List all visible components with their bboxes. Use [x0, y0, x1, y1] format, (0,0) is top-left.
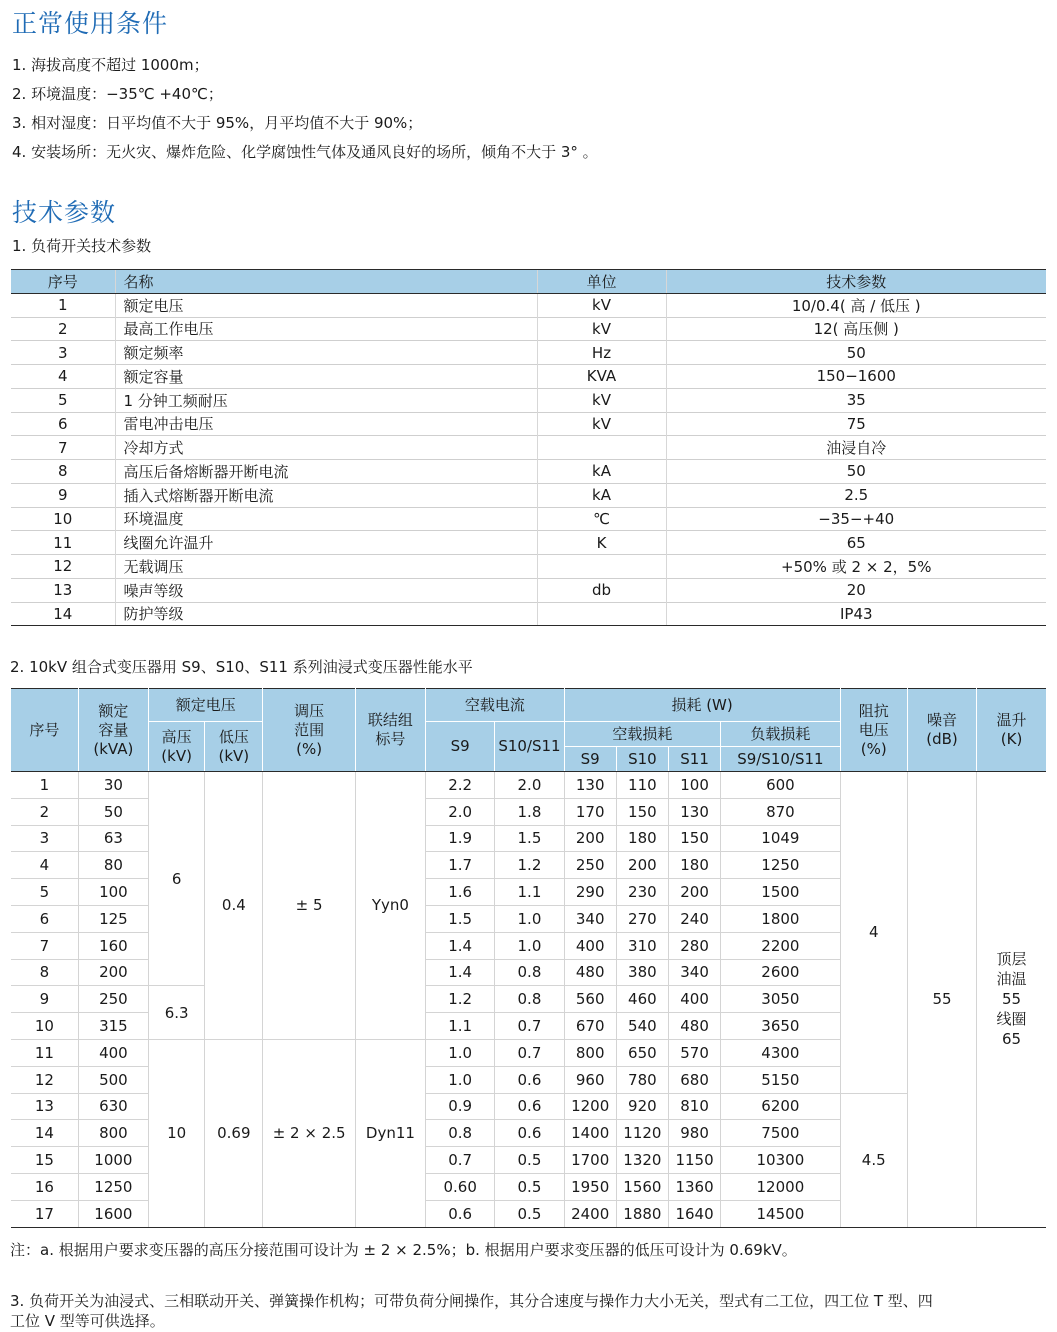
- row-loss-s11: 1640: [668, 1200, 720, 1227]
- row-value: −35−+40: [666, 507, 1046, 531]
- h-noload-loss: 空载损耗: [564, 722, 721, 747]
- row-loss-s10: 380: [616, 959, 668, 986]
- row-name: 雷电冲击电压: [115, 412, 537, 436]
- table-row: [11, 555, 1046, 579]
- header-name: 名称: [115, 270, 537, 294]
- row-loss-s9: 1700: [564, 1147, 616, 1174]
- row-load-loss: 1800: [721, 905, 840, 932]
- row-nl-s9: 2.0: [426, 798, 495, 825]
- row-nl-s9: 1.7: [426, 852, 495, 879]
- row-name: 1 分钟工频耐压: [115, 388, 537, 412]
- table-header-row: [11, 689, 1046, 722]
- row-nl-s9: 0.6: [426, 1200, 495, 1227]
- row-loss-s10: 110: [616, 772, 668, 799]
- row-nl-s10s11: 0.6: [495, 1093, 564, 1120]
- row-load-loss: 2200: [721, 932, 840, 959]
- row-unit: KVA: [537, 365, 666, 389]
- row-value: 油浸自冷: [666, 436, 1046, 460]
- row-seq: 7: [11, 436, 115, 460]
- row-seq: 13: [11, 578, 115, 602]
- h-loss-s10: S10: [616, 747, 668, 772]
- row-name: 线圈允许温升: [115, 531, 537, 555]
- row-load-loss: 2600: [721, 959, 840, 986]
- row-seq: 6: [11, 412, 115, 436]
- row-nl-s10s11: 1.8: [495, 798, 564, 825]
- row-nl-s9: 2.2: [426, 772, 495, 799]
- row-seq: 16: [11, 1173, 78, 1200]
- row-loss-s10: 180: [616, 825, 668, 852]
- h-impedance: 阻抗 电压 (%): [840, 689, 907, 772]
- h-rated-voltage: 额定电压: [149, 689, 263, 722]
- row-loss-s11: 280: [668, 932, 720, 959]
- row-seq: 2: [11, 317, 115, 341]
- row-nl-s10s11: 0.6: [495, 1066, 564, 1093]
- row-seq: 1: [11, 293, 115, 317]
- merged-hv-6: 6: [149, 772, 205, 986]
- row-seq: 8: [11, 959, 78, 986]
- table-row: [11, 507, 1046, 531]
- row-load-loss: 1250: [721, 852, 840, 879]
- row-unit: [537, 436, 666, 460]
- row-loss-s9: 200: [564, 825, 616, 852]
- row-seq: 6: [11, 905, 78, 932]
- row-seq: 12: [11, 1066, 78, 1093]
- row-capacity: 500: [78, 1066, 148, 1093]
- row-nl-s9: 1.6: [426, 879, 495, 906]
- row-unit: kV: [537, 412, 666, 436]
- row-loss-s11: 680: [668, 1066, 720, 1093]
- row-loss-s11: 400: [668, 986, 720, 1013]
- row-loss-s11: 180: [668, 852, 720, 879]
- merged-tap-5: ± 5: [263, 772, 355, 1040]
- row-loss-s9: 800: [564, 1039, 616, 1066]
- row-name: 最高工作电压: [115, 317, 537, 341]
- row-value: 12( 高压侧 ): [666, 317, 1046, 341]
- table-row: [11, 317, 1046, 341]
- row-nl-s10s11: 0.8: [495, 959, 564, 986]
- row-load-loss: 1500: [721, 879, 840, 906]
- temp-rise-line: 线圈: [996, 1010, 1027, 1029]
- table-row: [11, 341, 1046, 365]
- row-nl-s10s11: 1.0: [495, 905, 564, 932]
- row-value: 35: [666, 388, 1046, 412]
- header-seq: 序号: [11, 270, 115, 294]
- section-title-params: 技术参数: [12, 198, 117, 227]
- row-value: 50: [666, 460, 1046, 484]
- row-loss-s9: 480: [564, 959, 616, 986]
- row-loss-s11: 480: [668, 1013, 720, 1040]
- row-nl-s9: 0.9: [426, 1093, 495, 1120]
- temp-rise-line: 油温: [996, 970, 1027, 989]
- row-loss-s11: 130: [668, 798, 720, 825]
- row-nl-s9: 0.60: [426, 1173, 495, 1200]
- h-loss-s9: S9: [564, 747, 616, 772]
- row-value: 20: [666, 578, 1046, 602]
- temp-rise-line: 65: [1002, 1030, 1022, 1049]
- row-load-loss: 3650: [721, 1013, 840, 1040]
- table-row: [11, 365, 1046, 389]
- condition-item-1: 1. 海拔高度不超过 1000m；: [12, 56, 209, 74]
- row-name: 额定频率: [115, 341, 537, 365]
- row-loss-s9: 960: [564, 1066, 616, 1093]
- switch-params-table: [11, 269, 1046, 626]
- row-loss-s10: 150: [616, 798, 668, 825]
- row-seq: 9: [11, 986, 78, 1013]
- row-name: 额定电压: [115, 293, 537, 317]
- row-capacity: 315: [78, 1013, 148, 1040]
- row-capacity: 160: [78, 932, 148, 959]
- row-capacity: 200: [78, 959, 148, 986]
- row-seq: 1: [11, 772, 78, 799]
- row-unit: ℃: [537, 507, 666, 531]
- merged-hv-6.3: 6.3: [149, 986, 205, 1040]
- row-capacity: 400: [78, 1039, 148, 1066]
- h-low-voltage: 低压 (kV): [205, 722, 263, 772]
- row-loss-s10: 650: [616, 1039, 668, 1066]
- merged-hv-10: 10: [149, 1039, 205, 1227]
- row-seq: 3: [11, 341, 115, 365]
- row-seq: 2: [11, 798, 78, 825]
- row-value: 2.5: [666, 483, 1046, 507]
- row-nl-s9: 0.8: [426, 1120, 495, 1147]
- merged-impedance-4.5: 4.5: [840, 1093, 907, 1227]
- row-seq: 15: [11, 1147, 78, 1174]
- h-connection: 联结组 标号: [355, 689, 425, 772]
- row-load-loss: 12000: [721, 1173, 840, 1200]
- row-seq: 11: [11, 1039, 78, 1066]
- row-value: 65: [666, 531, 1046, 555]
- row-load-loss: 5150: [721, 1066, 840, 1093]
- row-name: 额定容量: [115, 365, 537, 389]
- merged-noise: 55: [907, 772, 976, 1228]
- row-nl-s10s11: 1.5: [495, 825, 564, 852]
- row-loss-s10: 1880: [616, 1200, 668, 1227]
- row-seq: 4: [11, 852, 78, 879]
- row-seq: 8: [11, 460, 115, 484]
- row-seq: 14: [11, 602, 115, 626]
- table-row: [11, 293, 1046, 317]
- row-loss-s10: 920: [616, 1093, 668, 1120]
- row-loss-s9: 400: [564, 932, 616, 959]
- row-loss-s11: 240: [668, 905, 720, 932]
- header-value: 技术参数: [666, 270, 1046, 294]
- table-row: [11, 483, 1046, 507]
- merged-temp-rise: [977, 772, 1046, 1228]
- row-loss-s11: 100: [668, 772, 720, 799]
- row-nl-s9: 1.4: [426, 959, 495, 986]
- row-nl-s10s11: 0.5: [495, 1200, 564, 1227]
- row-seq: 5: [11, 388, 115, 412]
- row-load-loss: 870: [721, 798, 840, 825]
- row-nl-s10s11: 2.0: [495, 772, 564, 799]
- subtitle-switch-params: 1. 负荷开关技术参数: [12, 237, 152, 255]
- item3-line1: 3. 负荷开关为油浸式、三相联动开关、弹簧操作机构；可带负荷分闸操作，其分合速度与操作力大小无关，型式有二工位，四工位 T 型、四: [10, 1292, 933, 1310]
- table-header-row: [11, 270, 1046, 294]
- row-loss-s9: 670: [564, 1013, 616, 1040]
- row-nl-s9: 1.4: [426, 932, 495, 959]
- row-nl-s10s11: 1.1: [495, 879, 564, 906]
- row-loss-s9: 340: [564, 905, 616, 932]
- merged-conn-yyn0: Yyn0: [355, 772, 425, 1040]
- row-seq: 10: [11, 1013, 78, 1040]
- condition-item-2: 2. 环境温度：−35℃ +40℃；: [12, 85, 223, 103]
- row-seq: 9: [11, 483, 115, 507]
- table-row: [11, 578, 1046, 602]
- row-loss-s10: 230: [616, 879, 668, 906]
- row-loss-s10: 200: [616, 852, 668, 879]
- table-row: [11, 436, 1046, 460]
- row-load-loss: 1049: [721, 825, 840, 852]
- row-loss-s11: 1150: [668, 1147, 720, 1174]
- row-capacity: 30: [78, 772, 148, 799]
- subtitle-transformer-perf: 2. 10kV 组合式变压器用 S9、S10、S11 系列油浸式变压器性能水平: [10, 658, 473, 676]
- row-capacity: 1600: [78, 1200, 148, 1227]
- row-name: 高压后备熔断器开断电流: [115, 460, 537, 484]
- row-loss-s10: 1320: [616, 1147, 668, 1174]
- table-note: 注：a. 根据用户要求变压器的高压分接范围可设计为 ± 2 × 2.5%；b. 根据用户要求变压器的低压可设计为 0.69kV。: [10, 1241, 797, 1259]
- row-loss-s11: 340: [668, 959, 720, 986]
- row-seq: 17: [11, 1200, 78, 1227]
- row-unit: kA: [537, 483, 666, 507]
- row-seq: 12: [11, 555, 115, 579]
- row-nl-s9: 0.7: [426, 1147, 495, 1174]
- row-unit: K: [537, 531, 666, 555]
- section-title-conditions: 正常使用条件: [12, 9, 169, 38]
- row-nl-s10s11: 0.5: [495, 1147, 564, 1174]
- h-load-loss: 负载损耗: [721, 722, 840, 747]
- merged-impedance-4: 4: [840, 772, 907, 1094]
- row-load-loss: 6200: [721, 1093, 840, 1120]
- row-capacity: 250: [78, 986, 148, 1013]
- row-loss-s10: 1120: [616, 1120, 668, 1147]
- h-capacity: 额定 容量 (kVA): [78, 689, 148, 772]
- h-loss-s11: S11: [668, 747, 720, 772]
- row-nl-s9: 1.0: [426, 1066, 495, 1093]
- row-loss-s9: 170: [564, 798, 616, 825]
- row-unit: Hz: [537, 341, 666, 365]
- row-name: 插入式熔断器开断电流: [115, 483, 537, 507]
- h-noise: 噪音 (dB): [907, 689, 976, 772]
- table-row: [11, 460, 1046, 484]
- row-load-loss: 7500: [721, 1120, 840, 1147]
- h-nl-s9: S9: [426, 722, 495, 772]
- row-loss-s9: 250: [564, 852, 616, 879]
- row-nl-s9: 1.5: [426, 905, 495, 932]
- row-unit: db: [537, 578, 666, 602]
- row-nl-s10s11: 0.7: [495, 1013, 564, 1040]
- row-value: 10/0.4( 高 / 低压 ): [666, 293, 1046, 317]
- row-value: +50% 或 2 × 2，5%: [666, 555, 1046, 579]
- item3-line2: 工位 V 型等可供选择。: [10, 1312, 165, 1330]
- row-name: 无载调压: [115, 555, 537, 579]
- row-loss-s10: 1560: [616, 1173, 668, 1200]
- table-row: [11, 772, 1046, 799]
- h-high-voltage: 高压 (kV): [149, 722, 205, 772]
- row-loss-s9: 560: [564, 986, 616, 1013]
- h-nl-s10s11: S10/S11: [495, 722, 564, 772]
- row-loss-s11: 200: [668, 879, 720, 906]
- row-seq: 5: [11, 879, 78, 906]
- row-nl-s10s11: 0.8: [495, 986, 564, 1013]
- row-loss-s11: 150: [668, 825, 720, 852]
- h-seq: 序号: [11, 689, 78, 772]
- temp-rise-line: 55: [1002, 990, 1022, 1009]
- row-capacity: 100: [78, 879, 148, 906]
- row-loss-s9: 2400: [564, 1200, 616, 1227]
- row-capacity: 630: [78, 1093, 148, 1120]
- condition-item-3: 3. 相对湿度：日平均值不大于 95%，月平均值不大于 90%；: [12, 114, 423, 132]
- row-name: 冷却方式: [115, 436, 537, 460]
- row-loss-s10: 310: [616, 932, 668, 959]
- row-nl-s9: 1.9: [426, 825, 495, 852]
- row-capacity: 1000: [78, 1147, 148, 1174]
- condition-item-4: 4. 安装场所：无火灾、爆炸危险、化学腐蚀性气体及通风良好的场所，倾角不大于 3° 。: [12, 143, 598, 161]
- row-loss-s10: 270: [616, 905, 668, 932]
- row-loss-s10: 540: [616, 1013, 668, 1040]
- row-capacity: 125: [78, 905, 148, 932]
- table-row: [11, 602, 1046, 626]
- table-row: [11, 412, 1046, 436]
- row-seq: 10: [11, 507, 115, 531]
- merged-conn-dyn11: Dyn11: [355, 1039, 425, 1227]
- table-row: [11, 531, 1046, 555]
- transformer-performance-table: [11, 688, 1046, 1228]
- row-seq: 7: [11, 932, 78, 959]
- row-capacity: 80: [78, 852, 148, 879]
- merged-tap-2x2.5: ± 2 × 2.5: [263, 1039, 355, 1227]
- temp-rise-line: 顶层: [996, 950, 1027, 969]
- row-seq: 3: [11, 825, 78, 852]
- row-load-loss: 600: [721, 772, 840, 799]
- row-name: 防护等级: [115, 602, 537, 626]
- row-nl-s10s11: 0.6: [495, 1120, 564, 1147]
- row-capacity: 800: [78, 1120, 148, 1147]
- row-loss-s9: 1950: [564, 1173, 616, 1200]
- h-loss-all: S9/S10/S11: [721, 747, 840, 772]
- row-load-loss: 4300: [721, 1039, 840, 1066]
- row-nl-s9: 1.1: [426, 1013, 495, 1040]
- row-nl-s10s11: 1.2: [495, 852, 564, 879]
- row-value: IP43: [666, 602, 1046, 626]
- row-seq: 14: [11, 1120, 78, 1147]
- row-value: 150−1600: [666, 365, 1046, 389]
- row-nl-s10s11: 1.0: [495, 932, 564, 959]
- row-loss-s11: 810: [668, 1093, 720, 1120]
- row-unit: kA: [537, 460, 666, 484]
- h-temp-rise: 温升 (K): [977, 689, 1046, 772]
- row-loss-s11: 570: [668, 1039, 720, 1066]
- row-loss-s10: 460: [616, 986, 668, 1013]
- row-value: 50: [666, 341, 1046, 365]
- row-loss-s10: 780: [616, 1066, 668, 1093]
- row-loss-s11: 1360: [668, 1173, 720, 1200]
- row-capacity: 63: [78, 825, 148, 852]
- merged-lv-0.4: 0.4: [205, 772, 263, 1040]
- row-loss-s9: 1200: [564, 1093, 616, 1120]
- row-unit: kV: [537, 388, 666, 412]
- row-load-loss: 3050: [721, 986, 840, 1013]
- row-nl-s10s11: 0.5: [495, 1173, 564, 1200]
- row-unit: kV: [537, 293, 666, 317]
- row-seq: 4: [11, 365, 115, 389]
- row-unit: [537, 555, 666, 579]
- row-load-loss: 14500: [721, 1200, 840, 1227]
- merged-lv-0.69: 0.69: [205, 1039, 263, 1227]
- row-name: 环境温度: [115, 507, 537, 531]
- row-nl-s10s11: 0.7: [495, 1039, 564, 1066]
- row-capacity: 50: [78, 798, 148, 825]
- row-seq: 13: [11, 1093, 78, 1120]
- row-loss-s11: 980: [668, 1120, 720, 1147]
- row-nl-s9: 1.0: [426, 1039, 495, 1066]
- h-noload-current: 空载电流: [426, 689, 565, 722]
- table-row: [11, 388, 1046, 412]
- row-loss-s9: 290: [564, 879, 616, 906]
- row-load-loss: 10300: [721, 1147, 840, 1174]
- row-loss-s9: 1400: [564, 1120, 616, 1147]
- h-loss: 损耗 (W): [564, 689, 840, 722]
- row-unit: kV: [537, 317, 666, 341]
- row-unit: [537, 602, 666, 626]
- h-tap-range: 调压 范围 (%): [263, 689, 355, 772]
- row-seq: 11: [11, 531, 115, 555]
- header-unit: 单位: [537, 270, 666, 294]
- row-capacity: 1250: [78, 1173, 148, 1200]
- row-name: 噪声等级: [115, 578, 537, 602]
- row-nl-s9: 1.2: [426, 986, 495, 1013]
- row-loss-s9: 130: [564, 772, 616, 799]
- row-value: 75: [666, 412, 1046, 436]
